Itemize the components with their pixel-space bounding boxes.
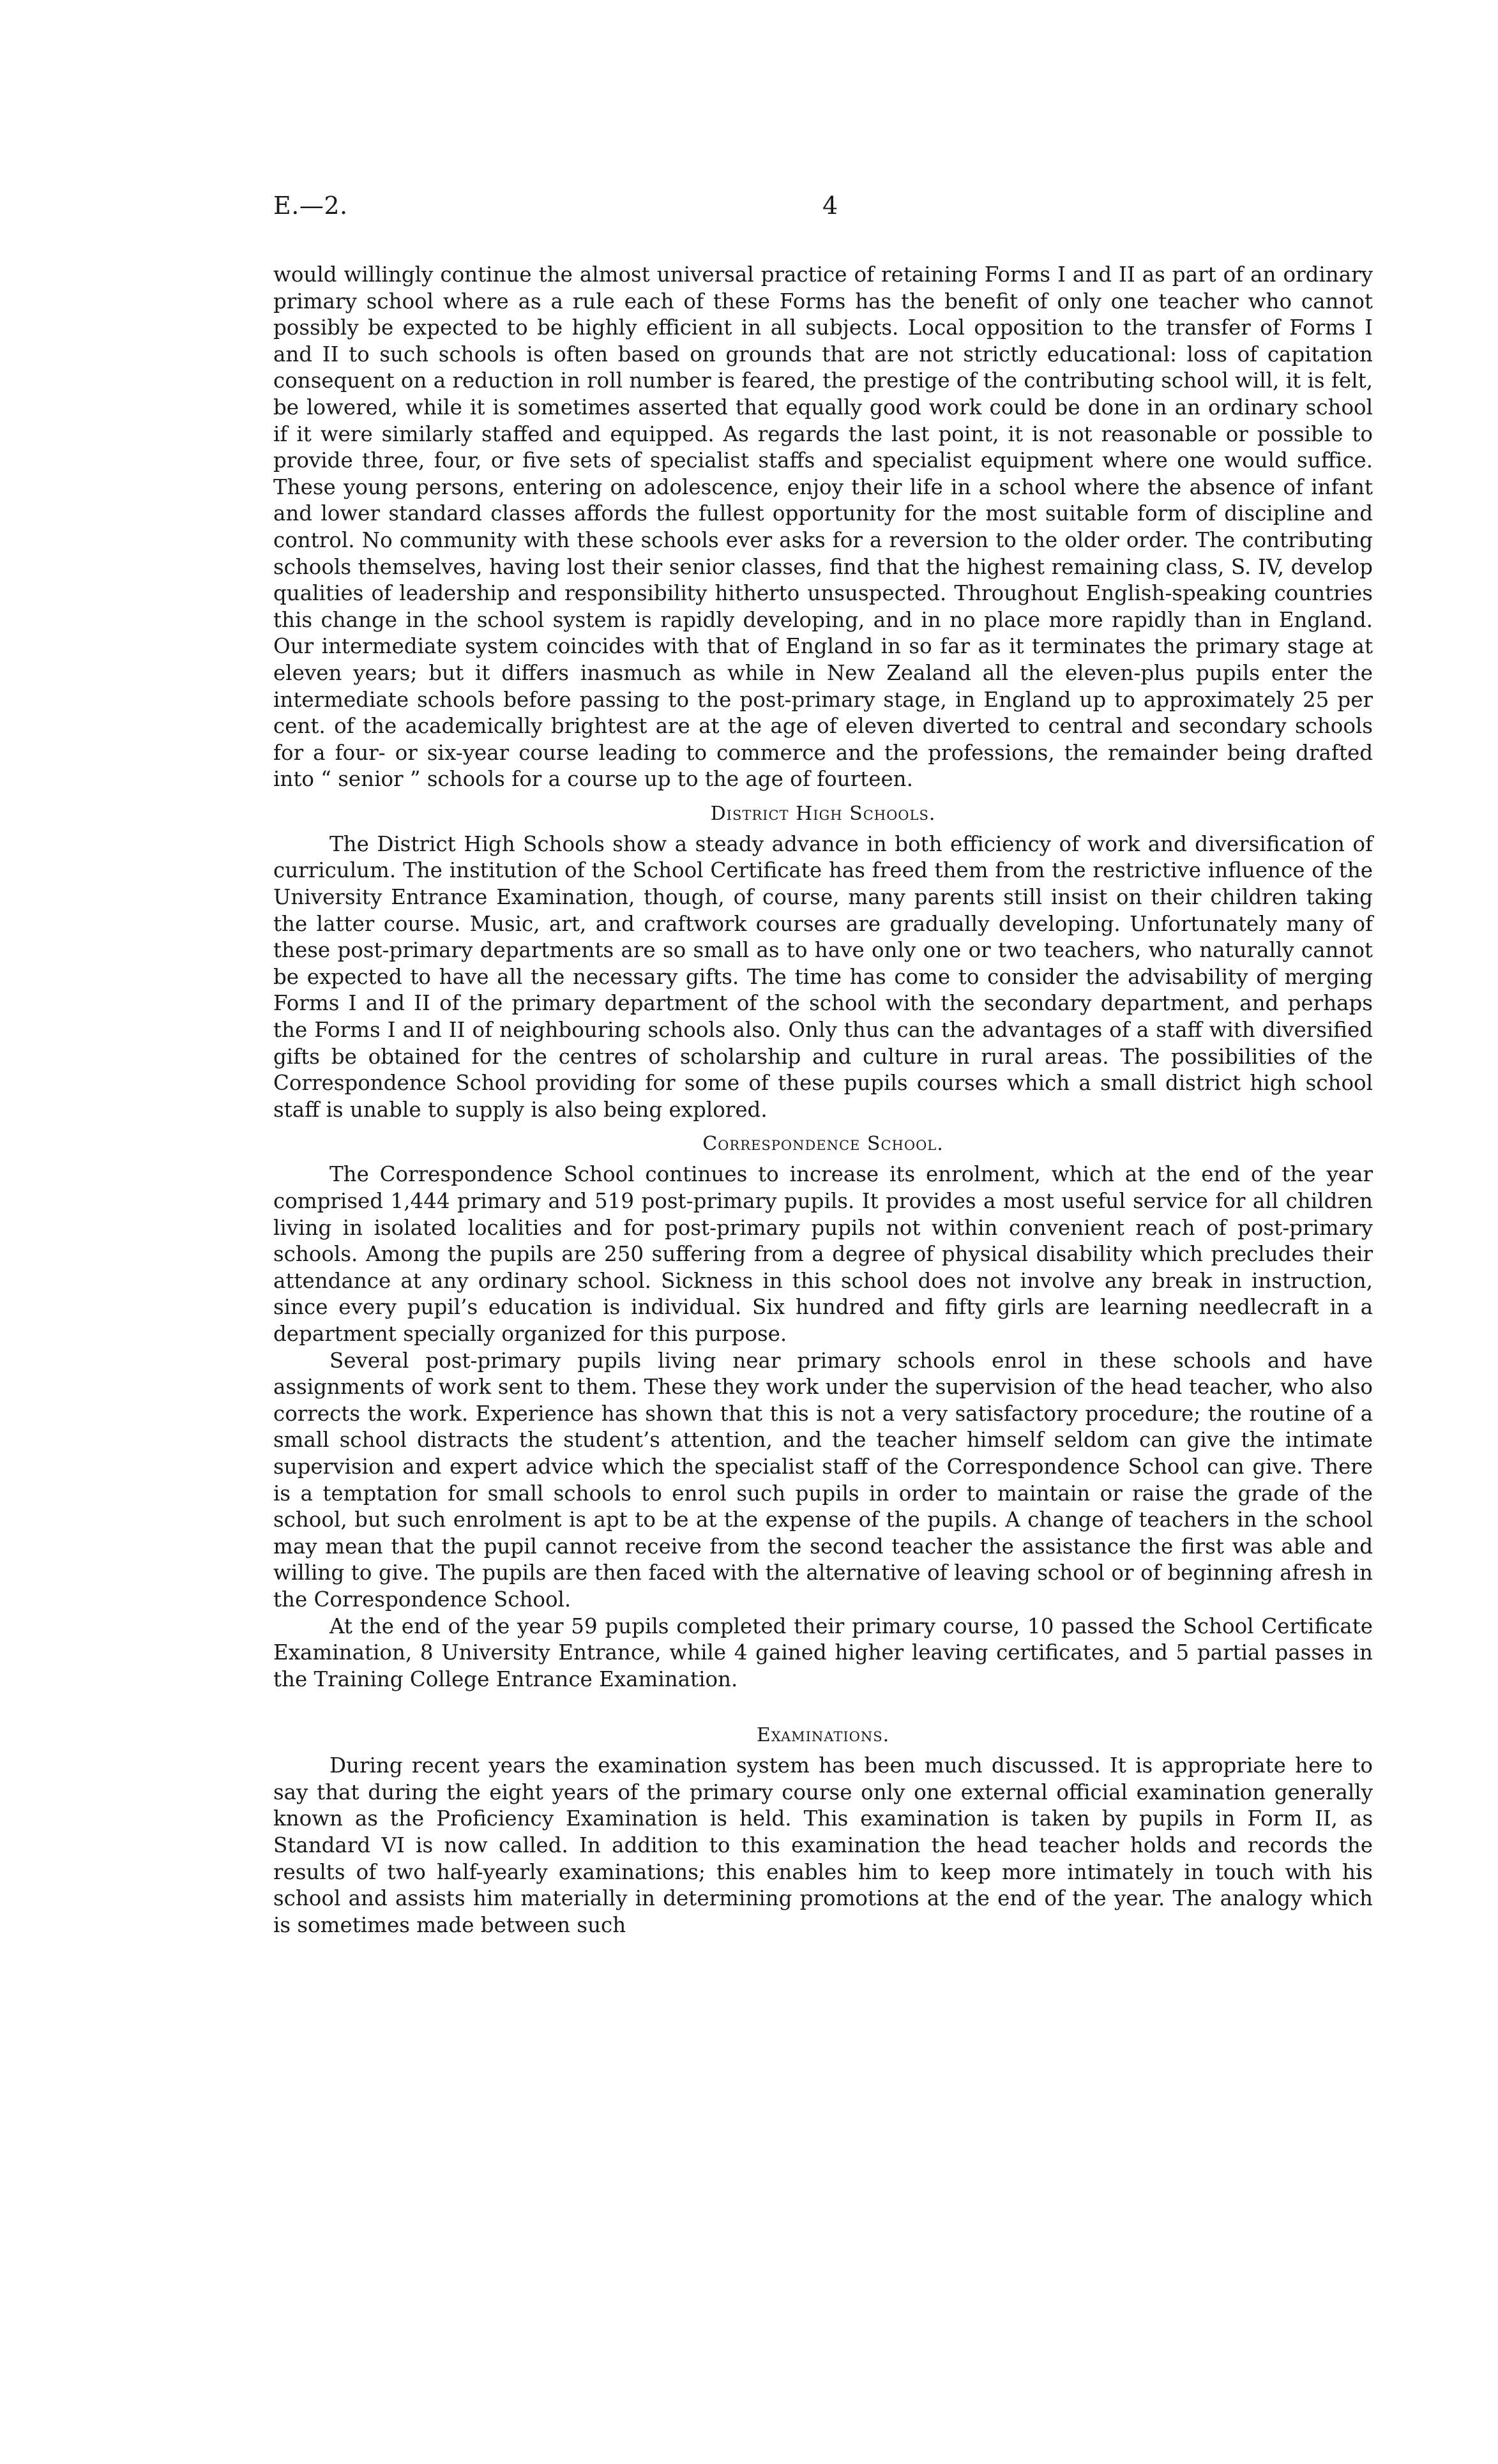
paragraph-examinations: During recent years the examination system has been much discussed. It is appropriate here to say that during the eight years of the primary course only one external official examination generally known as the Proficiency Examination is held. This examination is taken by pupils in Form II, as Standard VI is now called. In addition to this examination the head teacher holds and records the results of two half-yearly examinations; this enables him to keep more intimately in touch with his school and assists him materially in determining promotions at the end of the year. The analogy which is sometimes made between such: [273, 1753, 1373, 1937]
page-number: 4: [822, 192, 838, 220]
paragraph-correspondence-post-primary: Several post-primary pupils living near primary schools enrol in these schools and have assignments of work sent to them. These they work under the supervision of the head teacher, who also corrects the work. Experience has shown that this is not a very satisfactory procedure; the routine of a small school distracts the student’s attention, and the teacher himself seldom can give the intimate supervision and expert advice which the specialist staff of the Correspondence School can give. There is a temptation for small schools to enrol such pupils in order to maintain or raise the grade of the school, but such enrolment is apt to be at the expense of the pupils. A change of teachers in the school may mean that the pupil cannot receive from the second teacher the assistance the first was able and willing to give. The pupils are then faced with the alternative of leaving school or of beginning afresh in the Correspondence School.: [273, 1348, 1373, 1612]
paragraph-district-high-schools: The District High Schools show a steady advance in both efficiency of work and diversification of curriculum. The institution of the School Certificate has freed them from the restrictive influence of the University Entrance Examination, though, of course, many parents still insist on their children taking the latter course. Music, art, and craftwork courses are gradually developing. Unfortunately many of these post-primary departments are so small as to have only one or two teachers, who naturally cannot be expected to have all the necessary gifts. The time has come to consider the advisability of merging Forms I and II of the primary department of the school with the secondary department, and perhaps the Forms I and II of neighbouring schools also. Only thus can the advantages of a staff with diversified gifts be obtained for the centres of scholarship and culture in rural areas. The possibilities of the Correspondence School providing for some of these pupils courses which a small district high school staff is unable to supply is also being explored.: [273, 831, 1373, 1122]
heading-examinations: Examinations.: [756, 1724, 890, 1747]
document-reference: E.—2.: [273, 192, 348, 220]
document-body: [273, 262, 1373, 1939]
page-header: [273, 192, 1373, 230]
paragraph-intermediate-schools-continued: would willingly continue the almost universal practice of retaining Forms I and II as part of an ordinary primary school where as a rule each of these Forms has the benefit of only one teacher who cannot possibly be expected to be highly efficient in all subjects. Local opposition to the transfer of Forms I and II to such schools is often based on grounds that are not strictly educational: loss of capitation consequent on a reduction in roll number is feared, the prestige of the contributing school will, it is felt, be lowered, while it is sometimes asserted that equally good work could be done in an ordinary school if it were similarly staffed and equipped. As regards the last point, it is not reasonable or possible to provide three, four, or five sets of specialist staffs and specialist equipment where one would suffice. These young persons, entering on adolescence, enjoy their life in a school where the absence of infant and lower standard classes affords the fullest opportunity for the most suitable form of discipline and control. No community with these schools ever asks for a reversion to the older order. The contributing schools themselves, having lost their senior classes, find that the highest remaining class, S. IV, develop qualities of leadership and responsibility hitherto unsuspected. Throughout English-speaking countries this change in the school system is rapidly developing, and in no place more rapidly than in England. Our intermediate system coincides with that of England in so far as it terminates the primary stage at eleven years; but it differs inasmuch as while in New Zealand all the eleven-plus pupils enter the intermediate schools before passing to the post-primary stage, in England up to approximately 25 per cent. of the academically brightest are at the age of eleven diverted to central and secondary schools for a four- or six-year course leading to commerce and the professions, the remainder being drafted into “ senior ” schools for a course up to the age of fourteen.: [273, 262, 1373, 792]
paragraph-correspondence-results: At the end of the year 59 pupils completed their primary course, 10 passed the School Certificate Examination, 8 University Entrance, while 4 gained higher leaving certificates, and 5 partial passes in the Training College Entrance Examination.: [273, 1614, 1373, 1691]
heading-correspondence-school: Correspondence School.: [702, 1133, 944, 1156]
heading-district-high-schools: District High Schools.: [710, 802, 936, 825]
paragraph-correspondence-enrolment: The Correspondence School continues to increase its enrolment, which at the end of the year comprised 1,444 primary and 519 post-primary pupils. It provides a most useful service for all children living in isolated localities and for post-primary pupils not within convenient reach of post-primary schools. Among the pupils are 250 suffering from a degree of physical disability which precludes their attendance at any ordinary school. Sickness in this school does not involve any break in instruction, since every pupil’s education is individual. Six hundred and fifty girls are learning needlecraft in a department specially organized for this purpose.: [273, 1162, 1373, 1346]
